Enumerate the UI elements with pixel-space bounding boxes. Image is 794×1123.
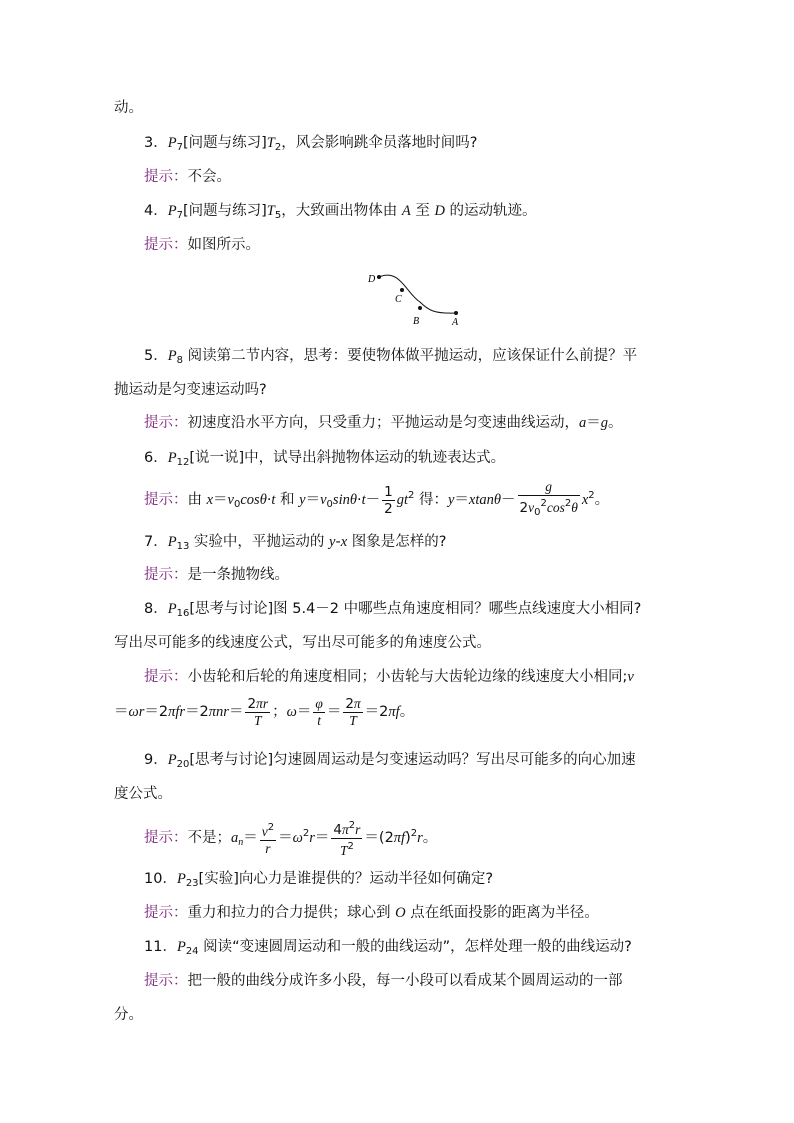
hint-label: 提示： <box>144 830 188 846</box>
question-5-line1: 5．$P_8$ 阅读第二节内容，思考：要使物体做平抛运动，应该保证什么前提？平 <box>144 348 638 366</box>
question-3: 3．$P_7$[问题与练习]$T_2$，风会影响跳伞员落地时间吗? <box>144 135 478 153</box>
hint-6: 提示：由 $x=v_0\cos\theta\cdot t$ 和 $y=v_0\sin\theta\cdot t-$ $\frac{1}{2}$ $gt^2$ 得：y＝xtanθ－ $\frac{g}{2v_0^2\cos^2\theta}$ $x^2$。 <box>144 479 610 518</box>
question-9-line2: 度公式。 <box>114 786 172 802</box>
label-b: B <box>413 316 420 327</box>
label-d: D <box>368 274 376 285</box>
hint-7 <box>144 565 289 585</box>
question-11: 11．$P_{24}$ 阅读“变速圆周运动和一般的曲线运动”，怎样处理一般的曲线运动? <box>144 939 632 957</box>
hint-11-line2: 分。 <box>114 1007 143 1023</box>
hint-label: 提示： <box>144 567 188 583</box>
label-c: C <box>395 294 402 305</box>
hint-label: 提示： <box>144 669 188 685</box>
point-c <box>400 288 404 292</box>
point-a <box>454 311 458 315</box>
point-d <box>377 275 381 279</box>
question-4: 4．$P_7$[问题与练习]$T_5$，大致画出物体由 A 至 D 的运动轨迹。 <box>144 203 537 221</box>
question-10: 10．$P_{23}$[实验]向心力是谁提供的？运动半径如何确定? <box>144 871 494 889</box>
text-line-continuation: 动。 <box>114 100 143 116</box>
hint-text: 不会。 <box>187 169 231 185</box>
question-8-line2: 写出尽可能多的线速度公式，写出尽可能多的角速度公式。 <box>114 635 491 651</box>
trajectory-figure <box>362 268 472 330</box>
hint-3 <box>144 167 231 187</box>
point-b <box>418 306 422 310</box>
hint-4 <box>144 235 260 255</box>
question-6: 6．$P_{12}$[说一说]中，试导出斜抛物体运动的轨迹表达式。 <box>144 450 506 468</box>
hint-8-line2: ＝ωr＝2πfr＝2πnr＝ $\frac{2\pi r}{T}$ ；ω＝ $\frac{\varphi}{t}$ ＝ $\frac{2\pi}{T}$ ＝2πf。 <box>114 695 415 728</box>
hint-label: 提示： <box>144 492 188 508</box>
hint-5: 提示：初速度沿水平方向，只受重力；平抛运动是匀变速曲线运动，a＝g。 <box>144 415 623 431</box>
hint-11-line1 <box>144 971 623 991</box>
hint-10: 提示：重力和拉力的合力提供；球心到 O 点在纸面投影的距离为半径。 <box>144 905 599 921</box>
hint-text: 把一般的曲线分成许多小段，每一小段可以看成某个圆周运动的一部 <box>187 973 623 989</box>
question-5-line2: 抛运动是匀变速运动吗? <box>114 382 267 398</box>
hint-text: 是一条抛物线。 <box>187 567 289 583</box>
hint-label: 提示： <box>144 415 188 431</box>
question-9-line1: 9．$P_{20}$[思考与讨论]匀速圆周运动是匀变速运动吗？写出尽可能多的向心加速 <box>144 752 636 770</box>
label-a: A <box>452 317 459 328</box>
hint-label: 提示： <box>144 973 188 989</box>
hint-8-line1: 提示：小齿轮和后轮的角速度相同；小齿轮与大齿轮边缘的线速度大小相同;v <box>144 669 634 685</box>
hint-9: 提示：不是；$a_n=$ $\frac{v^2}{r}$ $=\omega^2r=$ $\frac{4\pi^2r}{T^2}$ $=(2\pi f)^2r$。 <box>144 819 438 858</box>
hint-label: 提示： <box>144 237 188 253</box>
hint-text: 如图所示。 <box>187 237 260 253</box>
question-7: 7．$P_{13}$ 实验中，平抛运动的 y-x 图象是怎样的? <box>144 534 447 552</box>
trajectory-curve <box>379 275 456 313</box>
question-8-line1: 8．$P_{16}$[思考与讨论]图 5.4－2 中哪些点角速度相同？哪些点线速度大小相同? <box>144 601 642 619</box>
hint-label: 提示： <box>144 169 188 185</box>
hint-label: 提示： <box>144 905 188 921</box>
